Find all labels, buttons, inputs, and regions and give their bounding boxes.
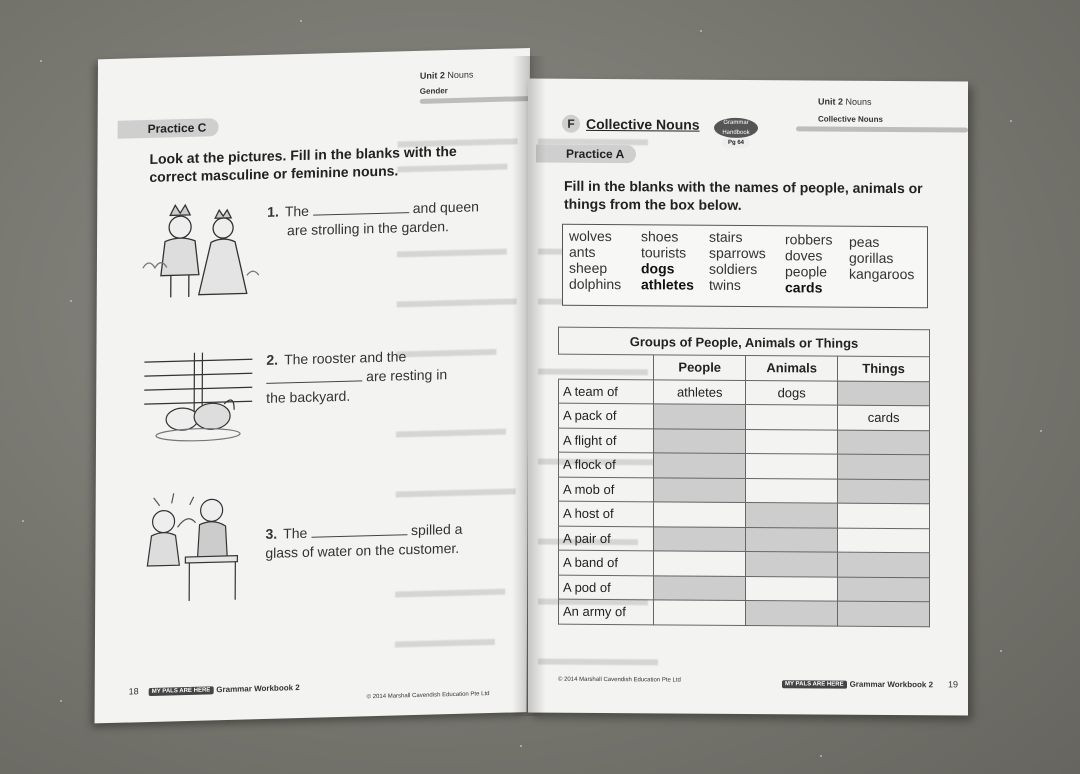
- column-people: People: [654, 355, 746, 380]
- answer-cell-people: [654, 526, 746, 551]
- table-row: [559, 599, 930, 626]
- unit-label: Unit 2 Nouns: [818, 96, 872, 107]
- answer-blank-3[interactable]: [311, 522, 407, 538]
- row-label: A pod of: [559, 575, 654, 600]
- instruction-text: Look at the pictures. Fill in the blanks with the correct masculine or feminine nouns.: [149, 142, 457, 185]
- word-column-5: peas gorillas kangaroos: [849, 233, 915, 283]
- unit-label: Unit 2 Nouns: [419, 69, 474, 81]
- answer-cell-things: [838, 552, 930, 577]
- answer-cell-things[interactable]: [838, 503, 930, 528]
- answer-cell-people[interactable]: [654, 600, 746, 625]
- answer-cell-animals[interactable]: dogs: [746, 380, 838, 405]
- row-label: A band of: [559, 550, 654, 575]
- answer-cell-things[interactable]: [838, 528, 930, 553]
- king-queen-picture: [135, 195, 266, 308]
- row-label: A pair of: [559, 526, 654, 551]
- left-footer: 18 MY PALS ARE HERE Grammar Workbook 2: [128, 683, 300, 697]
- answer-cell-things: [838, 430, 930, 455]
- left-page: [95, 48, 530, 723]
- word-column-1: wolves ants sheep dolphins: [569, 227, 622, 293]
- answer-cell-people: [654, 404, 746, 429]
- answer-blank-1[interactable]: [313, 200, 409, 216]
- table-row: [559, 428, 930, 455]
- column-things: Things: [838, 356, 930, 381]
- table-row: [559, 452, 930, 479]
- right-copyright: © 2014 Marshall Cavendish Education Pte Ltd: [558, 676, 681, 684]
- table-title: Groups of People, Animals or Things: [559, 327, 930, 357]
- topic-label: Collective Nouns: [818, 114, 883, 124]
- handbook-badge: Grammar Handbook Pg 64: [714, 118, 758, 138]
- series-logo: MY PALS ARE HERE: [782, 680, 847, 688]
- table-row: [559, 526, 930, 553]
- row-label: A host of: [559, 501, 654, 526]
- page-number-19: 19: [948, 679, 959, 690]
- row-label: A team of: [559, 379, 654, 404]
- groups-table: [558, 327, 930, 627]
- row-label: A pack of: [559, 403, 654, 428]
- answer-cell-things: [838, 479, 930, 504]
- answer-cell-things[interactable]: cards: [838, 405, 930, 430]
- word-box: [562, 224, 928, 309]
- practice-c-label: Practice C: [118, 118, 219, 139]
- table-row: [559, 550, 930, 577]
- page-number-18: 18: [128, 686, 139, 697]
- column-animals: Animals: [746, 355, 838, 380]
- answer-cell-animals: [746, 600, 838, 625]
- row-label: A flock of: [559, 452, 654, 477]
- series-logo: MY PALS ARE HERE: [149, 686, 214, 696]
- answer-cell-people: [654, 428, 746, 453]
- word-column-4: robbers doves people cards: [785, 231, 833, 296]
- answer-cell-animals[interactable]: [746, 429, 838, 454]
- answer-cell-people[interactable]: [654, 551, 746, 576]
- answer-cell-animals: [746, 551, 838, 576]
- answer-cell-animals[interactable]: [746, 576, 838, 601]
- header-bar: [796, 126, 968, 132]
- table-row: [559, 379, 930, 406]
- answer-cell-people[interactable]: [654, 502, 746, 527]
- table-row: [559, 501, 930, 528]
- answer-cell-animals[interactable]: [746, 478, 838, 503]
- header-bar: [420, 96, 530, 104]
- answer-cell-things: [838, 381, 930, 406]
- answer-cell-animals: [746, 502, 838, 527]
- answer-cell-things: [838, 601, 930, 626]
- word-column-3: stairs sparrows soldiers twins: [709, 228, 766, 293]
- table-row: [559, 477, 930, 504]
- instruction-text: Fill in the blanks with the names of people, animals or things from the box below.: [564, 177, 923, 213]
- row-label: An army of: [559, 599, 654, 624]
- answer-cell-animals[interactable]: [746, 404, 838, 429]
- answer-cell-people: [654, 453, 746, 478]
- answer-cell-people[interactable]: athletes: [654, 379, 746, 404]
- section-title: Collective Nouns: [586, 115, 700, 133]
- topic-label: Gender: [419, 86, 448, 96]
- row-label: A mob of: [559, 477, 654, 502]
- question-3: 3. The spilled a glass of water on the customer.: [265, 520, 463, 561]
- row-label: A flight of: [559, 428, 654, 453]
- answer-cell-people: [654, 477, 746, 502]
- answer-blank-2[interactable]: [266, 368, 362, 384]
- answer-cell-animals[interactable]: [746, 453, 838, 478]
- waiter-spill-picture: [133, 485, 254, 608]
- question-2: 2. The rooster and the are resting in the backyard.: [266, 348, 448, 406]
- left-copyright: © 2014 Marshall Cavendish Education Pte Ltd: [366, 691, 490, 701]
- word-column-2: shoes tourists dogs athletes: [641, 228, 694, 293]
- answer-cell-things: [838, 454, 930, 479]
- practice-a-label: Practice A: [536, 145, 636, 164]
- question-1: 1. The and queen are strolling in the garden.: [267, 198, 480, 239]
- table-row: [559, 403, 930, 430]
- answer-cell-people: [654, 575, 746, 600]
- rooster-hen-picture: [142, 345, 255, 448]
- right-page: [528, 78, 968, 715]
- table-row: [559, 575, 930, 602]
- answer-cell-animals: [746, 527, 838, 552]
- section-letter: F: [562, 115, 580, 133]
- right-footer: MY PALS ARE HERE Grammar Workbook 2 19: [782, 678, 958, 689]
- answer-cell-things: [838, 577, 930, 602]
